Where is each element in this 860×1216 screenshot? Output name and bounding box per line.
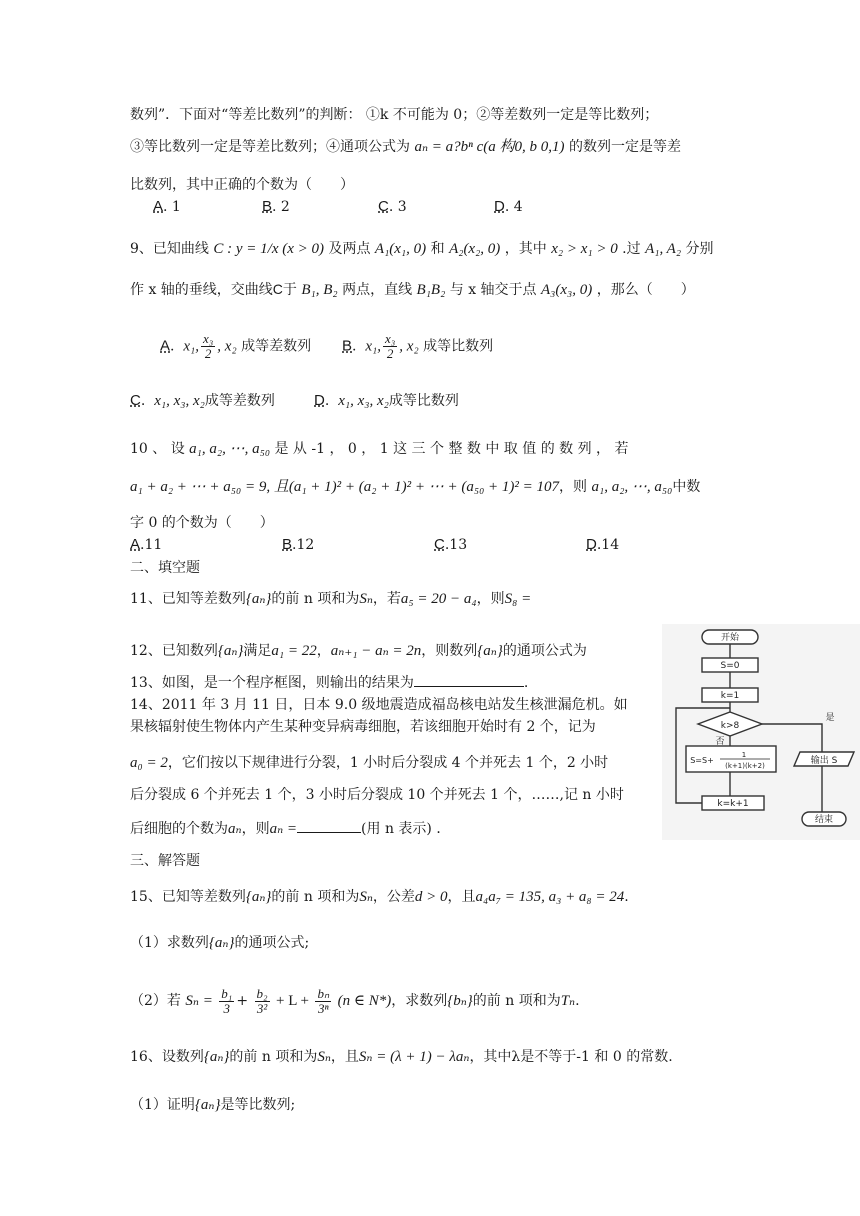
- flow-yes-label: 是: [825, 713, 835, 723]
- q8-option-c[interactable]: C. 3: [378, 198, 407, 215]
- q9-option-c[interactable]: C. x₁, x₃, x₂成等差数列: [130, 392, 275, 409]
- q10-line2: a₁ + a₂ + ⋯ + a₅₀ = 9, 且(a₁ + 1)² + (a₂ + 1)² + ⋯ + (a₅₀ + 1)² = 107，则 a₁, a₂, ⋯, a₅₀中数: [130, 479, 701, 495]
- flow-update-k-label: k=k+1: [717, 799, 749, 809]
- section-answer: 三、解答题: [130, 853, 200, 869]
- q10-option-c[interactable]: C.13: [434, 536, 468, 553]
- q8-line1: 数列”．下面对“等差比数列”的判断： ①k 不可能为 0；②等差数列一定是等比数列；: [130, 107, 659, 123]
- flow-end-label: 结束: [814, 815, 834, 825]
- q9-line1: 9、已知曲线 C : y = 1/x (x > 0) 及两点 A₁(x₁, 0) 和 A₂(x₂, 0) ，其中 x₂ > x₁ > 0 .过 A₁, A₂ 分别: [130, 241, 714, 257]
- q8-option-a[interactable]: A. 1: [153, 198, 181, 215]
- flow-init-s-label: S=0: [720, 661, 740, 671]
- flow-no-label: 否: [715, 737, 725, 747]
- q8-line2: ③等比数列一定是等差比数列；④通项公式为 aₙ = a?bⁿ c(a 构0, b 0,1) 的数列一定是等差: [130, 139, 681, 155]
- q8-option-b[interactable]: B. 2: [262, 198, 290, 215]
- program-flowchart: [662, 624, 860, 840]
- q8-line3: 比数列，其中正确的个数为（ ）: [130, 177, 354, 193]
- flow-frac-num: 1: [741, 751, 747, 759]
- q10-option-a[interactable]: A.11: [130, 536, 163, 553]
- q10-option-b[interactable]: B.12: [282, 536, 315, 553]
- flow-init-k-label: k=1: [720, 691, 740, 701]
- q14-line4: 后分裂成 6 个并死去 1 个，3 小时后分裂成 10 个并死去 1 个，……,记 n 小时: [130, 787, 624, 803]
- flow-frac-den: (k+1)(k+2): [725, 762, 765, 770]
- q11: 11、已知等差数列{aₙ}的前 n 项和为Sₙ，若a₅ = 20 − a₄，则S₈ =: [130, 591, 532, 607]
- q14-answer-blank[interactable]: [297, 818, 361, 833]
- q9-option-a[interactable]: A. x₁, $\frac{\text{x₃}}{2}$ , x₂ 成等差数列: [160, 331, 312, 361]
- q16-stem: 16、设数列{aₙ}的前 n 项和为Sₙ，且Sₙ = (λ + 1) − λaₙ，其中λ是不等于-1 和 0 的常数.: [130, 1049, 673, 1065]
- q10-line3: 字 0 的个数为（ ）: [130, 515, 274, 531]
- q8-option-d[interactable]: D. 4: [494, 198, 523, 215]
- q9-line2: 作 x 轴的垂线，交曲线C于 B₁, B₂ 两点，直线 B₁B₂ 与 x 轴交于点 A₃(x₃, 0) ，那么（ ）: [130, 281, 695, 298]
- q15-part2: （2）若 Sₙ = $\frac{\text{b₁}}{3}$ + $\frac{\text{b₂}}{\text{3²}}$ + L + $\frac{\text{bₙ}}{\text{3ⁿ}}$ (n ∈ N*)，求数列{bₙ}的前 n 项和为Tₙ.: [130, 985, 580, 1016]
- q8-formula: aₙ = a?bⁿ c(a 构0, b 0,1): [414, 139, 565, 155]
- section-fill-in: 二、填空题: [130, 560, 200, 576]
- flow-start-label: 开始: [720, 633, 740, 643]
- q15-stem: 15、已知等差数列{aₙ}的前 n 项和为Sₙ，公差d > 0，且a₄a₇ = 135, a₃ + a₈ = 24.: [130, 889, 629, 905]
- q14-line1: 14、2011 年 3 月 11 日，日本 9.0 级地震造成福岛核电站发生核泄漏危机。如: [130, 697, 628, 713]
- q9-option-b[interactable]: B. x₁, $\frac{\text{x₃}}{2}$ , x₂ 成等比数列: [342, 331, 494, 361]
- q14-line2: 果核辐射使生物体内产生某种变异病毒细胞，若该细胞开始时有 2 个，记为: [130, 719, 596, 735]
- q16-part1: （1）证明{aₙ}是等比数列;: [130, 1097, 296, 1113]
- flow-update-s-label: S=S+: [690, 756, 714, 765]
- q14-line5: 后细胞的个数为aₙ，则aₙ = (用 n 表示) ．: [130, 818, 450, 840]
- q13: 13、如图，是一个程序框图，则输出的结果为 .: [130, 672, 528, 694]
- q10-line1: 10 、 设 a₁, a₂, ⋯, a₅₀ 是 从 -1 ， 0 ， 1 这 三 个 整 数 中 取 值 的 数 列 ， 若: [130, 441, 629, 457]
- q13-answer-blank[interactable]: [414, 672, 524, 687]
- q15-part1: （1）求数列{aₙ}的通项公式;: [130, 935, 310, 951]
- q14-line3: a₀ = 2，它们按以下规律进行分裂，1 小时后分裂成 4 个并死去 1 个，2 小时: [130, 755, 609, 771]
- q12: 12、已知数列{aₙ}满足a₁ = 22，aₙ₊₁ − aₙ = 2n，则数列{aₙ}的通项公式为: [130, 643, 587, 659]
- flow-condition-label: k>8: [720, 721, 740, 731]
- q10-option-d[interactable]: D.14: [586, 536, 620, 553]
- q9-option-d[interactable]: D. x₁, x₃, x₂成等比数列: [314, 392, 459, 409]
- flow-output-label: 输出 S: [810, 756, 838, 766]
